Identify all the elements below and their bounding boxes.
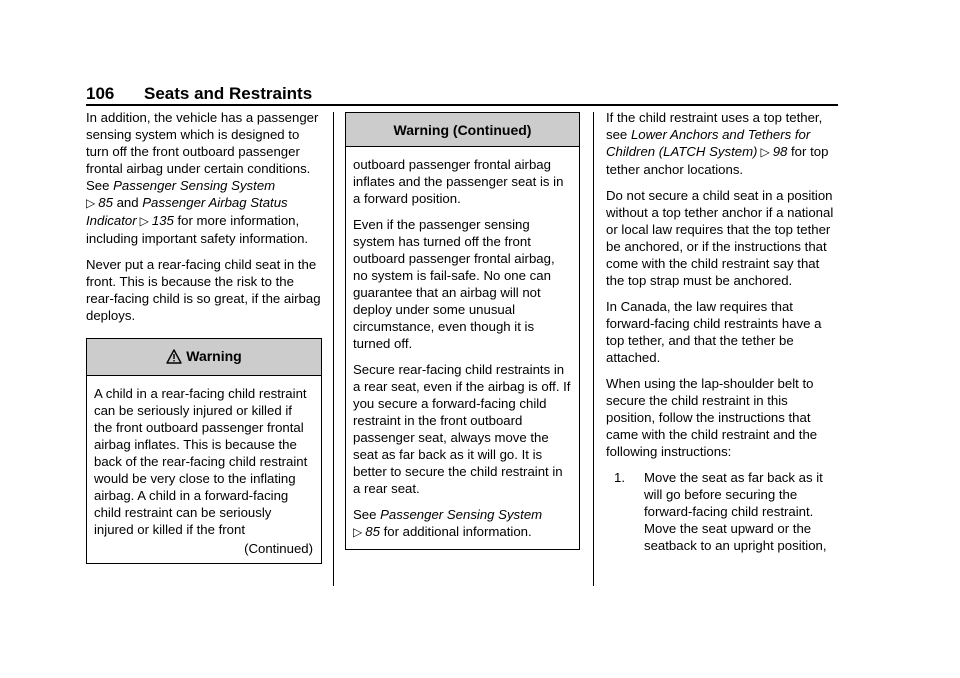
page-header bbox=[86, 84, 838, 106]
section-title: Seats and Restraints bbox=[144, 84, 313, 103]
warning-box bbox=[86, 338, 322, 564]
warning-p3: Secure rear-facing child restraints in a rear seat, even if the airbag is off. If you secure a forward-facing child restraint in the front outboard passenger seat, always move the seat as far back as it will go. It is better to secure the child restraint in a rear seat. bbox=[353, 362, 571, 496]
column-divider-1 bbox=[333, 112, 334, 586]
warning-box-continued bbox=[345, 112, 580, 550]
paragraph-rear-facing: Never put a rear-facing child seat in the front. This is because the risk to the rear-facing child is so great, if the airbag deploys. bbox=[86, 257, 321, 323]
warning-triangle-icon bbox=[166, 349, 182, 368]
column-3 bbox=[606, 109, 838, 554]
page-reference-arrow-icon: ▷ bbox=[139, 214, 149, 228]
paragraph-lap-shoulder: When using the lap-shoulder belt to secure the child restraint in this position, follow the instructions that came with the child restraint and the following instructions: bbox=[606, 376, 818, 459]
page-link-85-b[interactable]: 85 bbox=[365, 524, 380, 539]
paragraph-passenger-sensing: In addition, the vehicle has a passenger sensing system which is designed to turn off the front outboard passenger frontal airbag under certain conditions. See Passenger Sensing System ▷ 85 and Passenger Airbag Status Indicator ▷ 135 for more information, including important safety information. bbox=[86, 110, 319, 246]
warning-body: A child in a rear-facing child restraint can be seriously injured or killed if the front outboard passenger frontal airbag inflates. This is because the back of the rear-facing child restraint would be very close to the inflating airbag. A child in a forward-facing child restraint can be seriously injured or killed if the front bbox=[94, 386, 308, 537]
warning-p1: outboard passenger frontal airbag inflates and the passenger seat is in a forward position. bbox=[353, 157, 564, 206]
list-item-number: 1. bbox=[614, 470, 625, 485]
paragraph-tether-law: Do not secure a child seat in a position without a top tether anchor if a national or local law requires that the top tether be anchored, or if the instructions that come with the child restraint say that the top strap must be anchored. bbox=[606, 188, 834, 288]
continued-label: (Continued) bbox=[244, 541, 313, 556]
paragraph-top-tether: If the child restraint uses a top tether, see Lower Anchors and Tethers for Children (LATCH System) ▷ 98 for top tether anchor locations. bbox=[606, 110, 829, 177]
instruction-list bbox=[606, 469, 838, 554]
paragraph-canada: In Canada, the law requires that forward-facing child restraints have a top tether, and that the tether be attached. bbox=[606, 299, 822, 365]
page-link-98[interactable]: 98 bbox=[772, 144, 788, 159]
page-number: 106 bbox=[86, 84, 115, 103]
list-item-text: Move the seat as far back as it will go before securing the forward-facing child restraint. Move the seat upward or the seatback to an upright position, bbox=[644, 470, 827, 553]
link-passenger-sensing-system-2[interactable]: Passenger Sensing System bbox=[380, 507, 543, 522]
column-1 bbox=[86, 109, 322, 564]
page-reference-arrow-icon: ▷ bbox=[353, 525, 363, 539]
list-item bbox=[614, 469, 838, 554]
page-reference-arrow-icon: ▷ bbox=[760, 145, 770, 159]
page-link-85[interactable]: 85 bbox=[98, 195, 113, 210]
page-link-135[interactable]: 135 bbox=[151, 213, 174, 228]
warning-title: Warning bbox=[186, 348, 242, 364]
header-rule bbox=[86, 104, 838, 106]
column-divider-2 bbox=[593, 112, 594, 586]
link-latch-system[interactable]: Lower Anchors and Tethers for Children (LATCH System) bbox=[606, 127, 811, 159]
warning-p2: Even if the passenger sensing system has turned off the front outboard passenger frontal airbag, no system is fail-safe. No one can guarantee that an airbag will not deploy under some unusual circumstance, even though it is turned off. bbox=[353, 217, 555, 351]
column-2 bbox=[345, 112, 580, 550]
warning-p4: See Passenger Sensing System ▷ 85 for additional information. bbox=[353, 507, 543, 539]
link-passenger-sensing-system[interactable]: Passenger Sensing System bbox=[113, 178, 276, 193]
warning-header bbox=[87, 339, 321, 376]
page-reference-arrow-icon: ▷ bbox=[86, 196, 96, 210]
link-passenger-airbag-status-indicator[interactable]: Passenger Airbag Status Indicator bbox=[86, 195, 288, 228]
warning-continued-header: Warning (Continued) bbox=[346, 113, 579, 147]
